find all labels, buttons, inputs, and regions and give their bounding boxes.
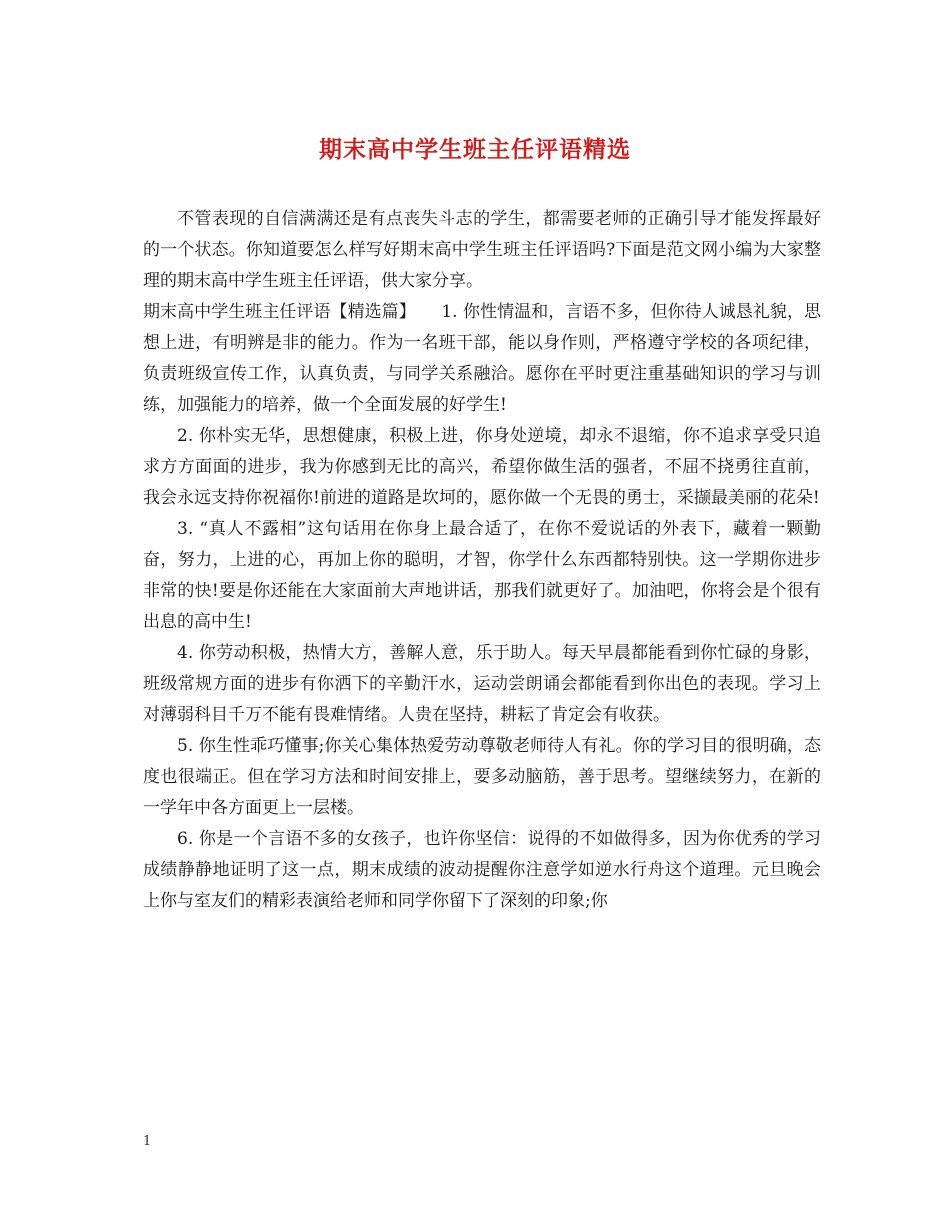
- comment-paragraph-1: 期末高中学生班主任评语【精选篇】 1. 你性情温和，言语不多，但你待人诚恳礼貌，思想上进，有明辨是非的能力。作为一名班干部，能以身作则，严格遵守学校的各项纪律，负责班级宣传工作，认真负责，与同学关系融洽。愿你在平时更注重基础知识的学习与训练，加强能力的培养，做一个全面发展的好学生!: [143, 302, 821, 415]
- document-body: [143, 204, 821, 917]
- comment-paragraph-2: 2. 你朴实无华，思想健康，积极上进，你身处逆境，却永不退缩，你不追求享受只追求方方面面的进步，我为你感到无比的高兴，希望你做生活的强者，不屈不挠勇往直前，我会永远支持你祝福你!前进的道路是坎坷的，愿你做一个无畏的勇士，采撷最美丽的花朵!: [143, 426, 821, 508]
- comment-paragraph-5: 5. 你生性乖巧懂事;你关心集体热爱劳动尊敬老师待人有礼。你的学习目的很明确，态度也很端正。但在学习方法和时间安排上，要多动脑筋，善于思考。望继续努力，在新的一学年中各方面更上一层楼。: [143, 736, 821, 818]
- comment-paragraph-6: 6. 你是一个言语不多的女孩子，也许你坚信：说得的不如做得多，因为你优秀的学习成绩静静地证明了这一点，期末成绩的波动提醒你注意学如逆水行舟这个道理。元旦晚会上你与室友们的精彩表演给老师和同学你留下了深刻的印象;你: [143, 829, 821, 911]
- comment-paragraph-3: 3. “真人不露相”这句话用在你身上最合适了，在你不爱说话的外表下，藏着一颗勤奋，努力，上进的心，再加上你的聪明，才智，你学什么东西都特别快。这一学期你进步非常的快!要是你还能在大家面前大声地讲话，那我们就更好了。加油吧，你将会是个很有出息的高中生!: [143, 519, 821, 632]
- document-title: 期末高中学生班主任评语精选: [319, 136, 631, 163]
- comment-paragraph-4: 4. 你劳动积极，热情大方，善解人意，乐于助人。每天早晨都能看到你忙碌的身影，班级常规方面的进步有你洒下的辛勤汗水，运动尝朗诵会都能看到你出色的表现。学习上对薄弱科目千万不能有畏难情绪。人贵在坚持，耕耘了肯定会有收获。: [143, 643, 821, 725]
- intro-paragraph: 不管表现的自信满满还是有点丧失斗志的学生，都需要老师的正确引导才能发挥最好的一个状态。你知道要怎么样写好期末高中学生班主任评语吗?下面是范文网小编为大家整理的期末高中学生班主任评语，供大家分享。: [143, 209, 821, 291]
- page-number: 1: [143, 1134, 152, 1149]
